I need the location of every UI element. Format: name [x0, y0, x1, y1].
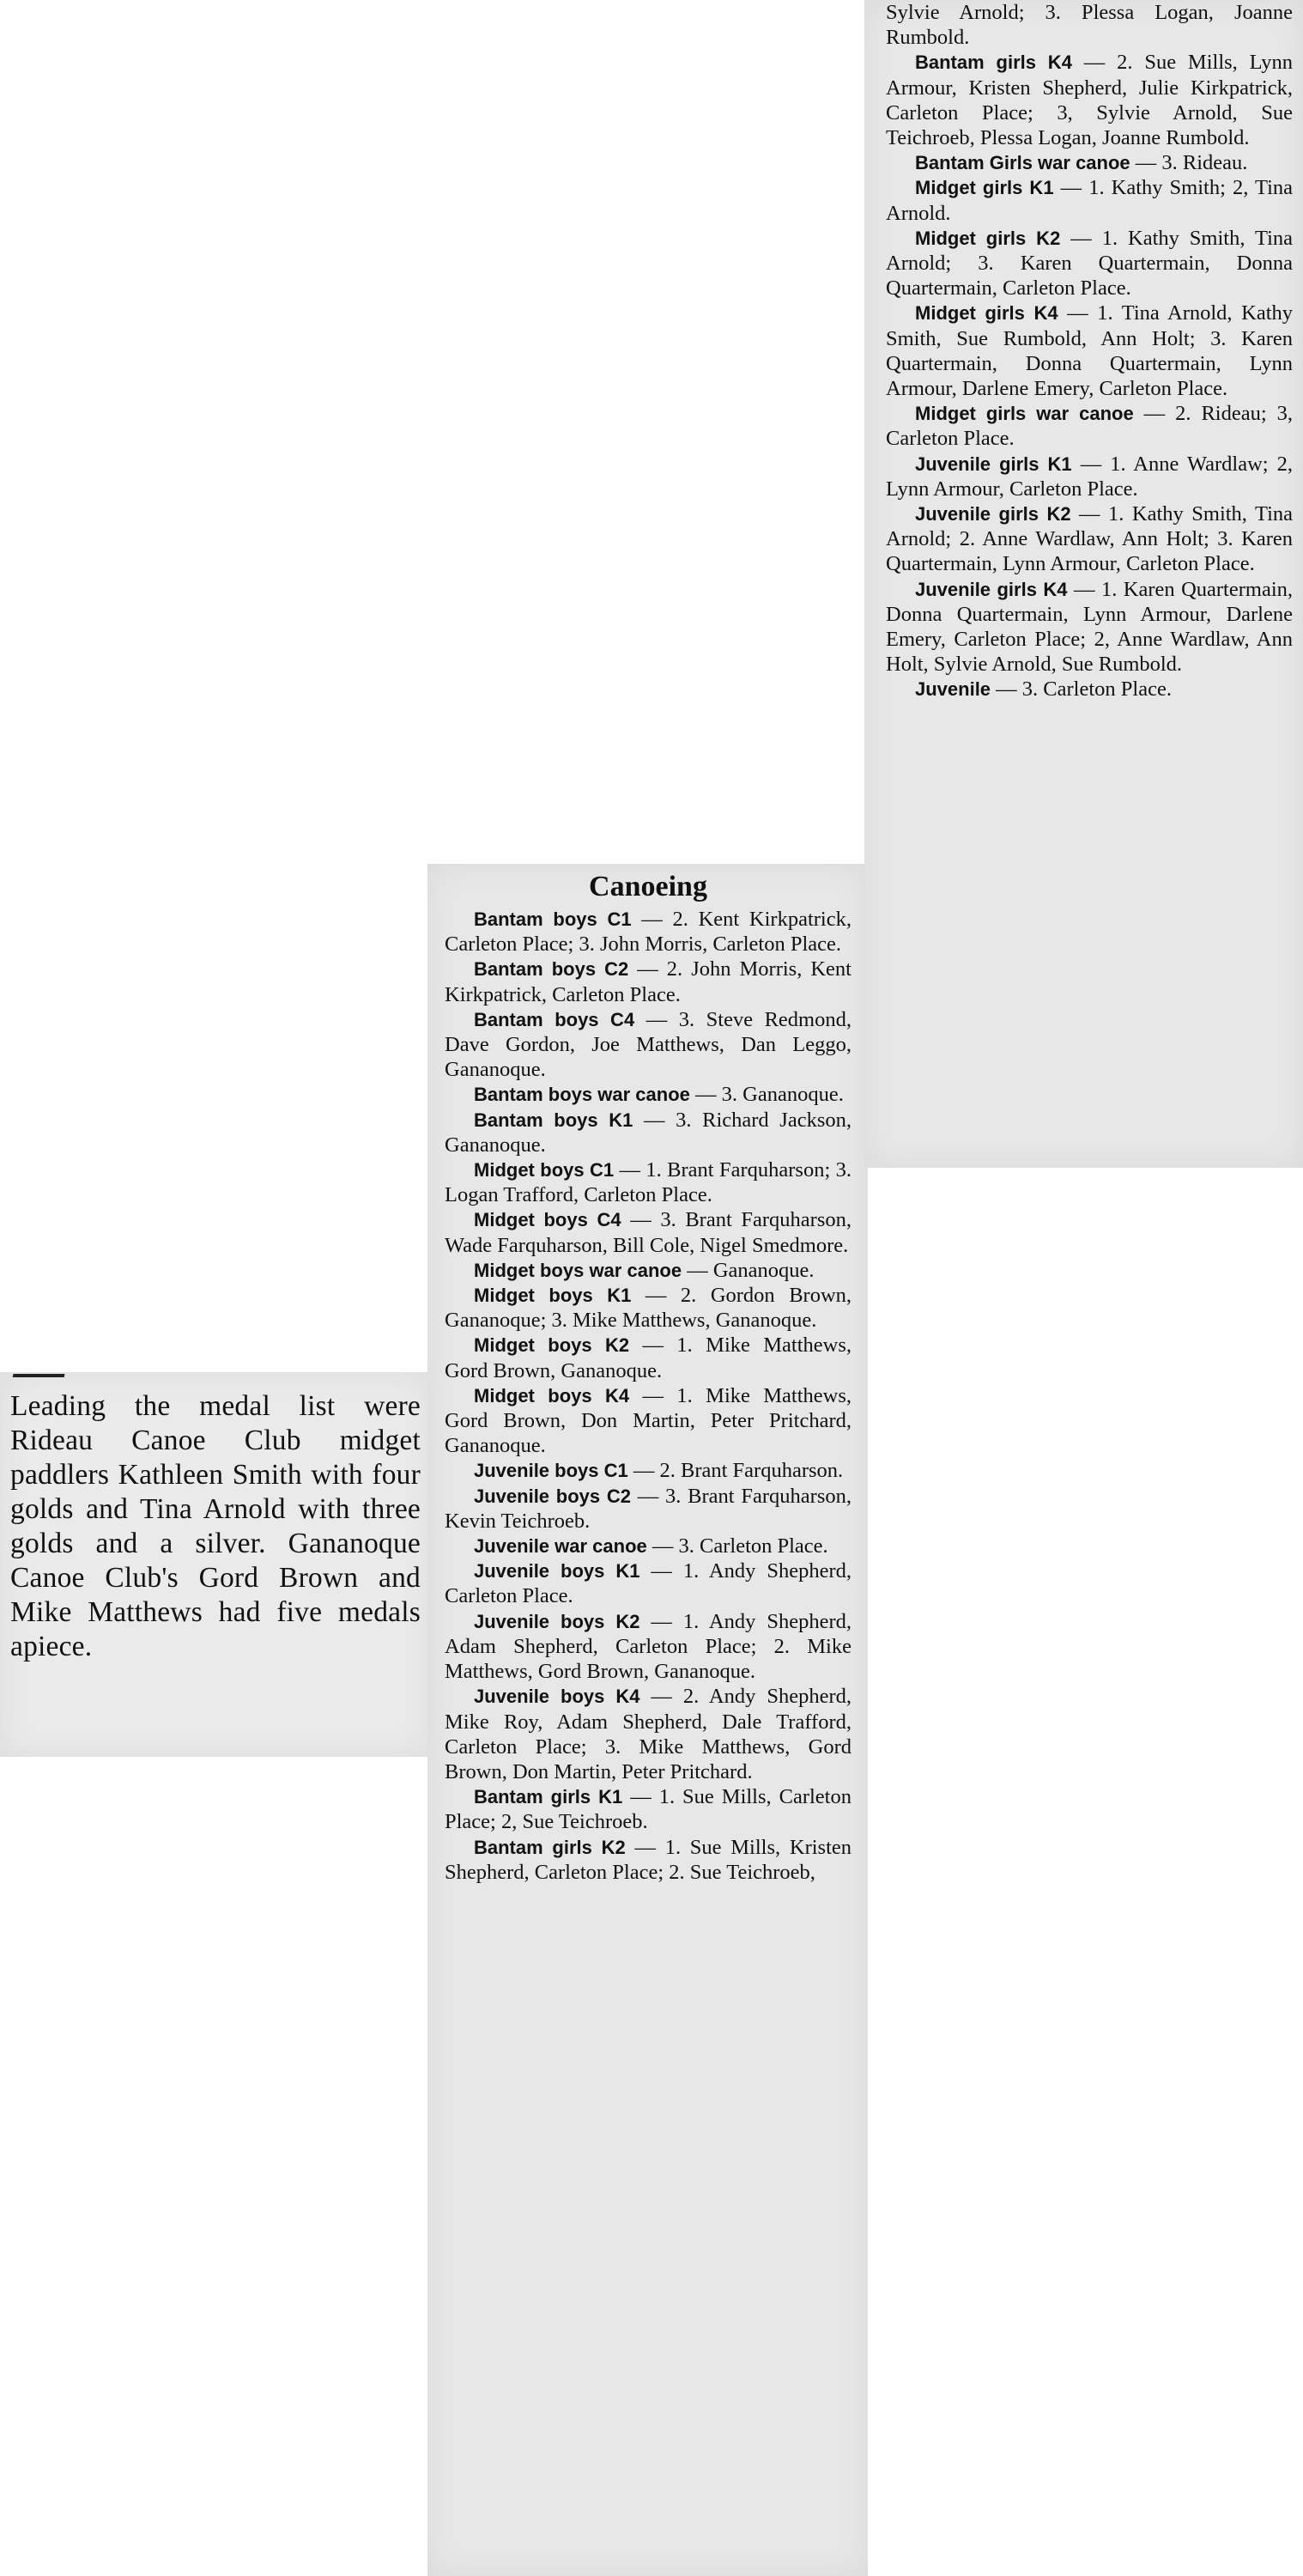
result-entry: [886, 226, 1293, 301]
dash-separator: —: [1070, 502, 1109, 526]
result-entry: [445, 1108, 851, 1157]
event-result: 3. Carleton Place.: [1021, 677, 1172, 702]
result-entry: [445, 957, 851, 1006]
result-entry: [445, 907, 851, 957]
event-name: Bantam boys C4: [474, 1008, 635, 1030]
result-entry: [445, 1784, 851, 1834]
event-result: 1. Kathy Smith; 2, Tina Arnold.: [886, 176, 1293, 225]
event-result: 2. Andy Shepherd, Mike Roy, Adam Shepherd, Dale Trafford, Carleton Place; 3. Mike Matthews, Gord Brown, Don Martin, Peter Pritchard.: [445, 1685, 852, 1783]
dash-separator: —: [631, 1484, 666, 1508]
result-entry: [445, 1835, 851, 1885]
dash-separator: —: [629, 1334, 677, 1358]
clipped-text-fragment: [11, 1374, 65, 1386]
event-result: 1. Karen Quartermain, Donna Quartermain, Lynn Armour, Darlene Emery, Carleton Place; 2, Anne Wardlaw, Ann Holt, Sylvie Arnold, Sue Rumbold.: [886, 577, 1294, 677]
result-entry: [445, 1157, 851, 1207]
medal-list-paragraph: Leading the medal list were Rideau Canoe Club midget paddlers Kathleen Smith with four golds and Tina Arnold with three golds and a silver. Gananoque Canoe Club's Gord Brown and Mike Matthews had five medals apiece.: [10, 1390, 421, 1662]
dash-separator: —: [631, 1284, 681, 1308]
result-entry: [886, 501, 1293, 577]
event-name: Juvenile boys C2: [474, 1485, 632, 1507]
result-entry: [445, 1484, 851, 1534]
result-entry: [445, 1383, 851, 1459]
result-entry: [445, 1534, 851, 1558]
dash-separator: —: [621, 1208, 661, 1232]
event-result: 1. Kathy Smith, Tina Arnold; 2. Anne Wardlaw, Ann Holt; 3. Karen Quartermain, Lynn Armour, Carleton Place.: [886, 502, 1294, 576]
dash-separator: —: [629, 1383, 677, 1407]
dash-separator: —: [1071, 452, 1111, 476]
event-result: 1. Sue Mills, Kristen Shepherd, Carleton Place; 2. Sue Teichroeb,: [445, 1835, 851, 1884]
event-result: 1. Kathy Smith, Tina Arnold; 3. Karen Quartermain, Donna Quartermain, Carleton Place.: [886, 226, 1294, 301]
dash-separator: —: [1060, 226, 1102, 250]
event-result: Gananoque.: [712, 1258, 815, 1282]
event-result: 2. Kent Kirkpatrick, Carleton Place; 3. John Morris, Carleton Place.: [445, 908, 851, 957]
dash-separator: —: [627, 1459, 660, 1483]
event-result: 1. Mike Matthews, Gord Brown, Gananoque.: [445, 1334, 852, 1382]
event-result: 3. Carleton Place.: [678, 1534, 828, 1558]
event-result: 2. Sue Mills, Lynn Armour, Kristen Shepherd, Julie Kirkpatrick, Carleton Place; 3, Sylvie Arnold, Sue Teichroeb, Plessa Logan, Joanne Rumbold.: [886, 51, 1294, 150]
event-name: Midget boys K1: [474, 1285, 632, 1307]
event-name: Juvenile war canoe: [474, 1535, 647, 1558]
event-name: Bantam boys C2: [474, 958, 629, 981]
event-name: Juvenile girls K4: [915, 578, 1068, 600]
event-result: 3. Rideau.: [1161, 151, 1248, 175]
dash-separator: —: [1053, 176, 1089, 200]
continued-result-text: Sylvie Arnold; 3. Plessa Logan, Joanne Rumbold.: [886, 1, 1293, 50]
result-entry: [445, 1082, 851, 1107]
result-entry: [445, 1609, 851, 1685]
dash-separator: —: [639, 1559, 683, 1583]
event-result: 3. Brant Farquharson, Kevin Teichroeb.: [445, 1484, 851, 1533]
dash-separator: —: [631, 908, 673, 931]
dash-separator: —: [622, 1785, 659, 1809]
result-entry: [445, 1684, 851, 1784]
dash-separator: —: [991, 677, 1022, 702]
event-name: Midget girls K2: [915, 227, 1061, 249]
event-name: Juvenile girls K1: [915, 453, 1072, 475]
event-result: 1. Anne Wardlaw; 2, Lynn Armour, Carleton Place.: [886, 452, 1293, 501]
result-entry: [886, 301, 1293, 401]
dash-separator: —: [639, 1609, 683, 1633]
event-name: Midget boys K4: [474, 1384, 630, 1406]
event-name: Bantam boys C1: [474, 908, 632, 930]
event-result: 3. Brant Farquharson, Wade Farquharson, Bill Cole, Nigel Smedmore.: [445, 1208, 851, 1257]
canoeing-results-continued-column: [886, 0, 1293, 702]
event-result: 3. Steve Redmond, Dave Gordon, Joe Matthews, Dan Leggo, Gananoque.: [445, 1007, 851, 1082]
event-name: Midget girls war canoe: [915, 403, 1134, 425]
result-entry: [445, 1258, 851, 1283]
event-name: Bantam boys war canoe: [474, 1084, 690, 1106]
event-result: 2. Rideau; 3, Carleton Place.: [886, 402, 1294, 451]
result-entry: [886, 50, 1293, 150]
event-name: Juvenile girls K2: [915, 503, 1071, 526]
event-name: Midget boys C4: [474, 1209, 621, 1231]
event-name: Bantam boys K1: [474, 1109, 633, 1131]
event-result: 3. Gananoque.: [721, 1083, 844, 1107]
result-entry: [886, 577, 1293, 677]
dash-separator: —: [689, 1083, 722, 1107]
event-name: Juvenile boys K4: [474, 1686, 640, 1708]
result-entry: [886, 677, 1293, 702]
event-result: 1. Andy Shepherd, Carleton Place.: [445, 1559, 852, 1608]
dash-separator: —: [1130, 151, 1162, 175]
event-result: 2. Brant Farquharson.: [659, 1459, 844, 1483]
dash-separator: —: [646, 1534, 679, 1558]
medal-list-clipping: [0, 1372, 431, 1757]
dash-separator: —: [1067, 577, 1101, 601]
result-entry: [445, 1283, 851, 1333]
event-name: Midget boys war canoe: [474, 1259, 682, 1281]
dash-separator: —: [682, 1258, 713, 1282]
result-entry: [445, 1558, 851, 1608]
dash-separator: —: [1058, 301, 1098, 325]
event-result: 1. Andy Shepherd, Adam Shepherd, Carleton Place; 2. Mike Matthews, Gord Brown, Gananoque.: [445, 1609, 852, 1684]
dash-separator: —: [625, 1835, 665, 1859]
event-name: Bantam Girls war canoe: [915, 152, 1130, 174]
canoeing-results-clipping: [427, 864, 868, 2576]
event-result: 2. John Morris, Kent Kirkpatrick, Carleton Place.: [445, 957, 851, 1006]
event-name: Midget boys C1: [474, 1159, 615, 1182]
event-result: 1. Brant Farquharson; 3. Logan Trafford, Carleton Place.: [445, 1158, 852, 1207]
dash-separator: —: [1133, 402, 1176, 426]
section-heading: Canoeing: [589, 871, 707, 902]
event-result: 1. Tina Arnold, Kathy Smith, Sue Rumbold, Ann Holt; 3. Karen Quartermain, Donna Quartermain, Lynn Armour, Darlene Emery, Carleton Place.: [886, 301, 1294, 401]
event-name: Juvenile: [915, 678, 991, 701]
dash-separator: —: [639, 1685, 683, 1709]
dash-separator: —: [614, 1158, 646, 1182]
event-name: Bantam girls K4: [915, 52, 1072, 74]
event-result: 1. Mike Matthews, Gord Brown, Don Martin, Peter Pritchard, Gananoque.: [445, 1383, 852, 1458]
canoeing-results-continued-clipping: [864, 0, 1303, 1168]
event-name: Juvenile boys K1: [474, 1560, 640, 1583]
result-entry: [445, 1458, 851, 1483]
event-name: Bantam girls K2: [474, 1836, 626, 1858]
event-name: Midget girls K4: [915, 302, 1058, 325]
dash-separator: —: [634, 1007, 679, 1031]
canoeing-results-column: [445, 864, 851, 1885]
event-result: 1. Sue Mills, Carleton Place; 2, Sue Teichroeb.: [445, 1785, 851, 1834]
result-entry: [886, 401, 1293, 451]
result-entry: [445, 1333, 851, 1382]
dash-separator: —: [1071, 51, 1118, 75]
result-entry: [886, 150, 1293, 175]
result-entry: [445, 1007, 851, 1083]
dash-separator: —: [628, 957, 667, 981]
dash-separator: —: [633, 1108, 676, 1132]
event-result: 2. Gordon Brown, Gananoque; 3. Mike Matthews, Gananoque.: [445, 1284, 852, 1333]
result-entry: [886, 452, 1293, 501]
event-result: 3. Richard Jackson, Gananoque.: [445, 1108, 851, 1157]
event-name: Juvenile boys K2: [474, 1610, 640, 1632]
event-name: Juvenile boys C1: [474, 1460, 628, 1482]
event-name: Bantam girls K1: [474, 1786, 623, 1808]
result-entry: [886, 175, 1293, 225]
result-entry: [445, 1207, 851, 1257]
event-name: Midget girls K1: [915, 177, 1054, 199]
event-name: Midget boys K2: [474, 1334, 630, 1357]
